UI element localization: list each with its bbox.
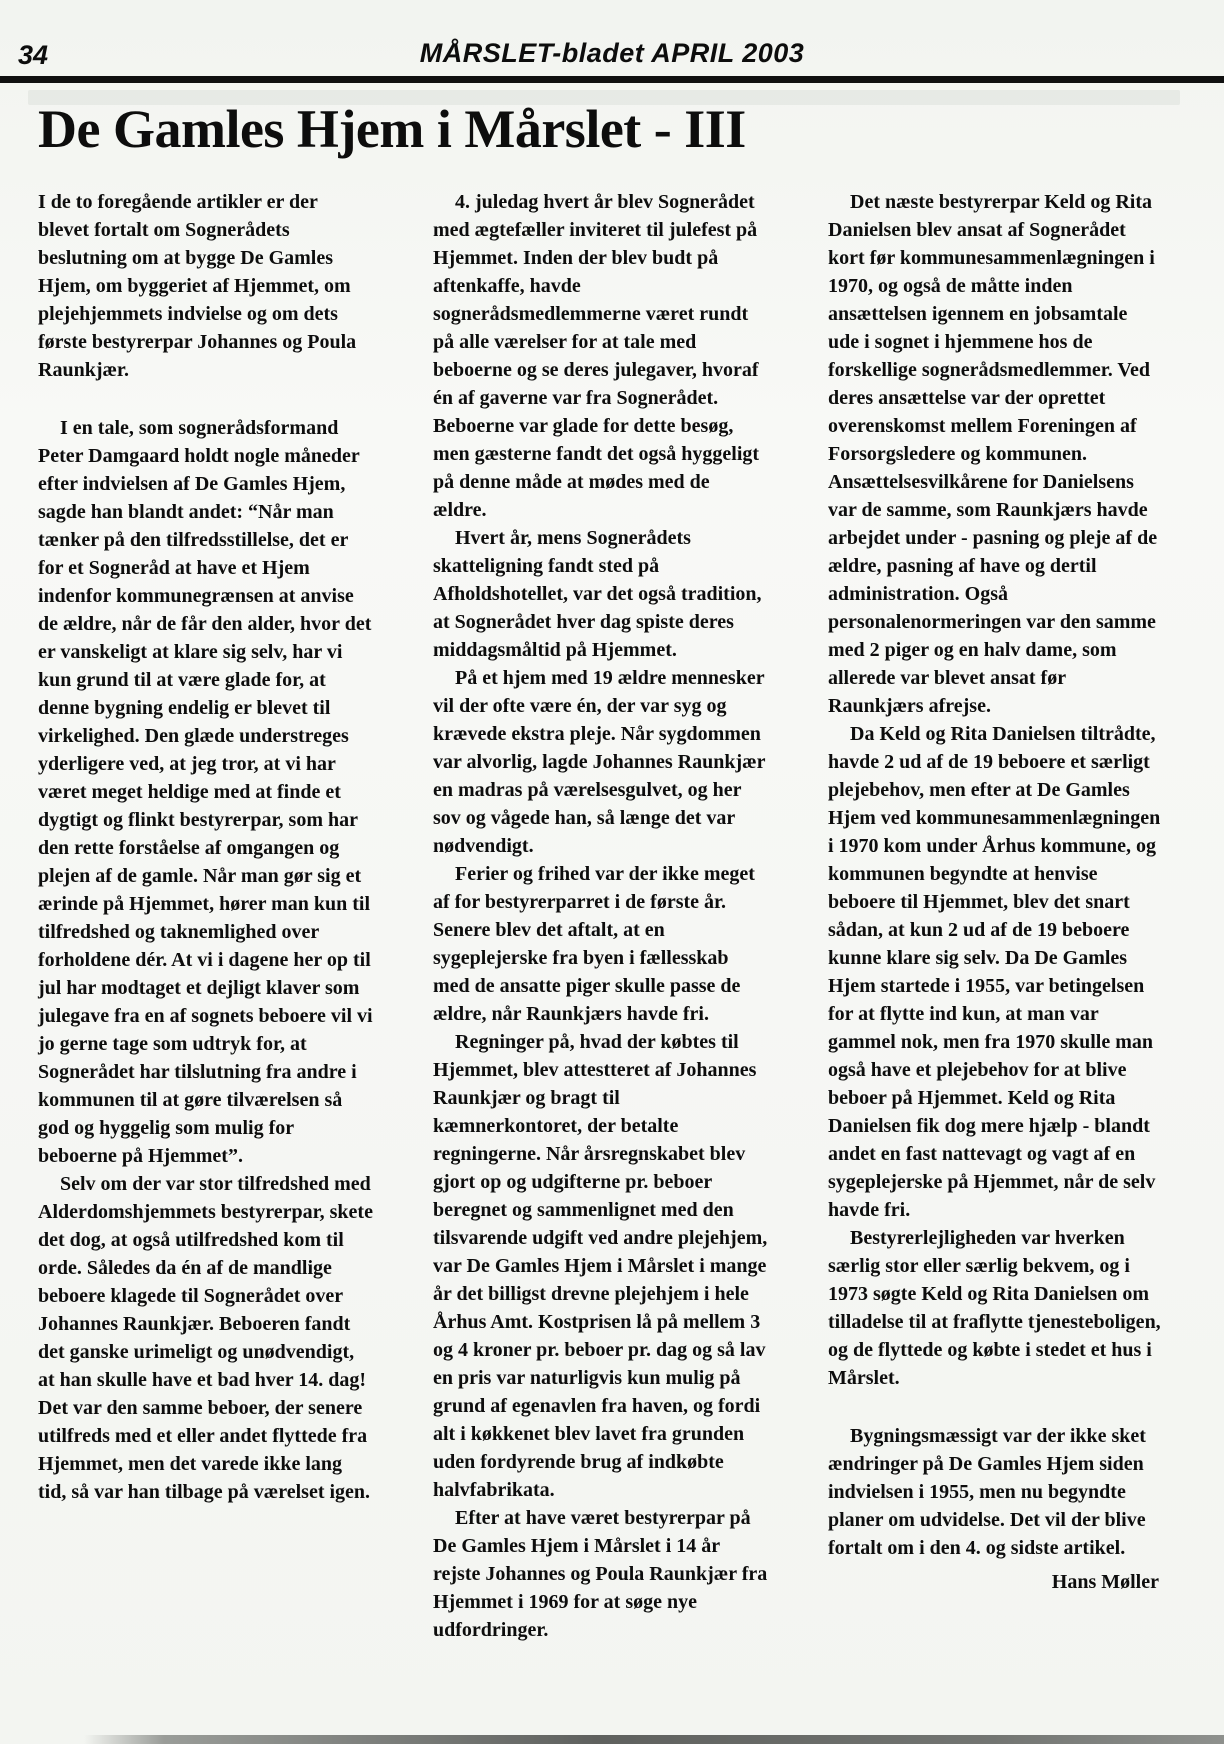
paragraph: Bestyrerlejligheden var hverken særlig stor eller særlig bekvem, og i 1973 søgte Keld og Rita Danielsen om tilladelse til at fraflytte tjenesteboligen, og de flyttede og købte i stedet et hus i Mårslet.: [828, 1227, 1161, 1389]
article-title: De Gamles Hjem i Mårslet - III: [38, 99, 746, 159]
page-header: [0, 38, 1224, 76]
paragraph: I en tale, som sognerådsformand Peter Damgaard holdt nogle måneder efter indvielsen af De Gamles Hjem, sagde han blandt andet: “Når man tænker på den tilfredsstillelse, det er for et Sogneråd at have et Hjem indenfor kommunegrænsen at anvise de ældre, når de får den alder, hvor det er vanskeligt at klare sig selv, har vi kun grund til at være glade for, at denne bygning endelig er blevet til virkelighed. Den glæde understreges yderligere ved, at jeg tror, at vi har været meget heldige med at finde et dygtigt og flinkt bestyrerpar, som har den rette forståelse af omgangen og plejen af de gamle. Når man gør sig et ærinde på Hjemmet, hører man kun til tilfredshed og taknemlighed over forholdene dér. At vi i dagene her op til jul har modtaget et dejligt klaver som julegave fra en af sognets beboere vil vi jo gerne tage som udtryk for, at Sognerådet har tilslutning fra andre i kommunen til at gøre tilværelsen så god og hyggelig som mulig for beboerne på Hjemmet”.: [38, 417, 373, 1167]
column-1: [38, 188, 373, 1644]
column-2: [433, 188, 768, 1644]
scan-artifact-bottom: [84, 1735, 1224, 1744]
byline: Hans Møller: [1051, 1571, 1159, 1593]
paragraph: Ferier og frihed var der ikke meget af for bestyrerparret i de første år. Senere blev det aftalt, at en sygeplejerske fra byen i fællesskab med de ansatte piger skulle passe de ældre, når Raunkjærs havde fri.: [433, 863, 755, 1025]
page-number: 34: [18, 40, 49, 70]
paragraph: Bygningsmæssigt var der ikke sket ændringer på De Gamles Hjem siden indvielsen i 1955, men nu begyndte planer om udvidelse. Det vil der blive fortalt om i den 4. og sidste artikel.: [828, 1425, 1146, 1559]
paragraph: På et hjem med 19 ældre mennesker vil der ofte være én, der var syg og krævede ekstra pleje. Når sygdommen var alvorlig, lagde Johannes Raunkjær en madras på værelsesgulvet, og her sov og vågede han, så længe det var nødvendigt.: [433, 667, 766, 857]
paragraph: Selv om der var stor tilfredshed med Alderdomshjemmets bestyrerpar, skete det dog, at også utilfredshed kom til orde. Således da én af de mandlige beboere klagede til Sognerådet over Johannes Raunkjær. Beboeren fandt det ganske urimeligt og unødvendigt, at han skulle have et bad hver 14. dag! Det var den samme beboer, der senere utilfreds med et eller andet flyttede fra Hjemmet, men det varede ikke lang tid, så var han tilbage på værelset igen.: [38, 1173, 373, 1503]
paragraph: Hvert år, mens Sognerådets skatteligning fandt sted på Afholdshotellet, var det også tradition, at Sognerådet hver dag spiste deres middagsmåltid på Hjemmet.: [433, 527, 762, 661]
header-rule: [0, 76, 1224, 83]
paragraph: I de to foregående artikler er der blevet fortalt om Sognerådets beslutning om at bygge De Gamles Hjem, om byggeriet af Hjemmet, om plejehjemmets indvielse og om dets første bestyrerpar Johannes og Poula Raunkjær.: [38, 191, 357, 381]
journal-title: MÅRSLET-bladet APRIL 2003: [419, 38, 805, 68]
paragraph: Da Keld og Rita Danielsen tiltrådte, havde 2 ud af de 19 beboere et særligt plejebehov, men efter at De Gamles Hjem ved kommunesammenlægningen i 1970 kom under Århus kommune, og kommunen begyndte at henvise beboere til Hjemmet, blev det snart sådan, at kun 2 ud af de 19 beboere kunne klare sig selv. Da De Gamles Hjem startede i 1955, var betingelsen for at flytte ind kun, at man var gammel nok, men fra 1970 skulle man også have et plejebehov for at blive beboer på Hjemmet. Keld og Rita Danielsen fik dog mere hjælp - blandt andet en fast nattevagt og vagt af en sygeplejerske på Hjemmet, når de selv havde fri.: [828, 723, 1161, 1221]
article-columns: [38, 188, 1163, 1644]
paragraph: Regninger på, hvad der købtes til Hjemmet, blev attestteret af Johannes Raunkjær og bragt til kæmnerkontoret, der betalte regningerne. Når årsregnskabet blev gjort op og udgifterne pr. beboer beregnet og sammenlignet med den tilsvarende udgift ved andre plejehjem, var De Gamles Hjem i Mårslet i mange år det billigst drevne plejehjem i hele Århus Amt. Kostprisen lå på mellem 3 og 4 kroner pr. beboer pr. dag og så lav en pris var naturligvis kun mulig på grund af egenavlen fra haven, og fordi alt i køkkenet blev lavet fra grunden uden fordyrende brug af indkøbte halvfabrikata.: [433, 1031, 768, 1501]
paragraph: Det næste bestyrerpar Keld og Rita Danielsen blev ansat af Sognerådet kort før kommunesammenlægningen i 1970, og også de måtte inden ansættelsen igennem en jobsamtale ude i sognet i hjemmene hos de forskellige sognerådsmedlemmer. Ved deres ansættelse var der oprettet overenskomst mellem Foreningen af Forsorgsledere og kommunen. Ansættelsesvilkårene for Danielsens var de samme, som Raunkjærs havde arbejdet under - pasning og pleje af de ældre, pasning af have og dertil administration. Også personalenormeringen var den samme med 2 piger og en halv dame, som allerede var blevet ansat før Raunkjærs afrejse.: [828, 191, 1158, 717]
paragraph: Efter at have været bestyrerpar på De Gamles Hjem i Mårslet i 14 år rejste Johannes og Poula Raunkjær fra Hjemmet i 1969 for at søge nye udfordringer.: [433, 1507, 768, 1641]
column-3: [828, 188, 1163, 1644]
paragraph: 4. juledag hvert år blev Sognerådet med ægtefæller inviteret til julefest på Hjemmet. Inden der blev budt på aftenkaffe, havde sognerådsmedlemmerne været rundt på alle værelser for at tale med beboerne og se deres julegaver, hvoraf én af gaverne var fra Sognerådet. Beboerne var glade for dette besøg, men gæsterne fandt det også hyggeligt på denne måde at mødes med de ældre.: [433, 191, 760, 521]
